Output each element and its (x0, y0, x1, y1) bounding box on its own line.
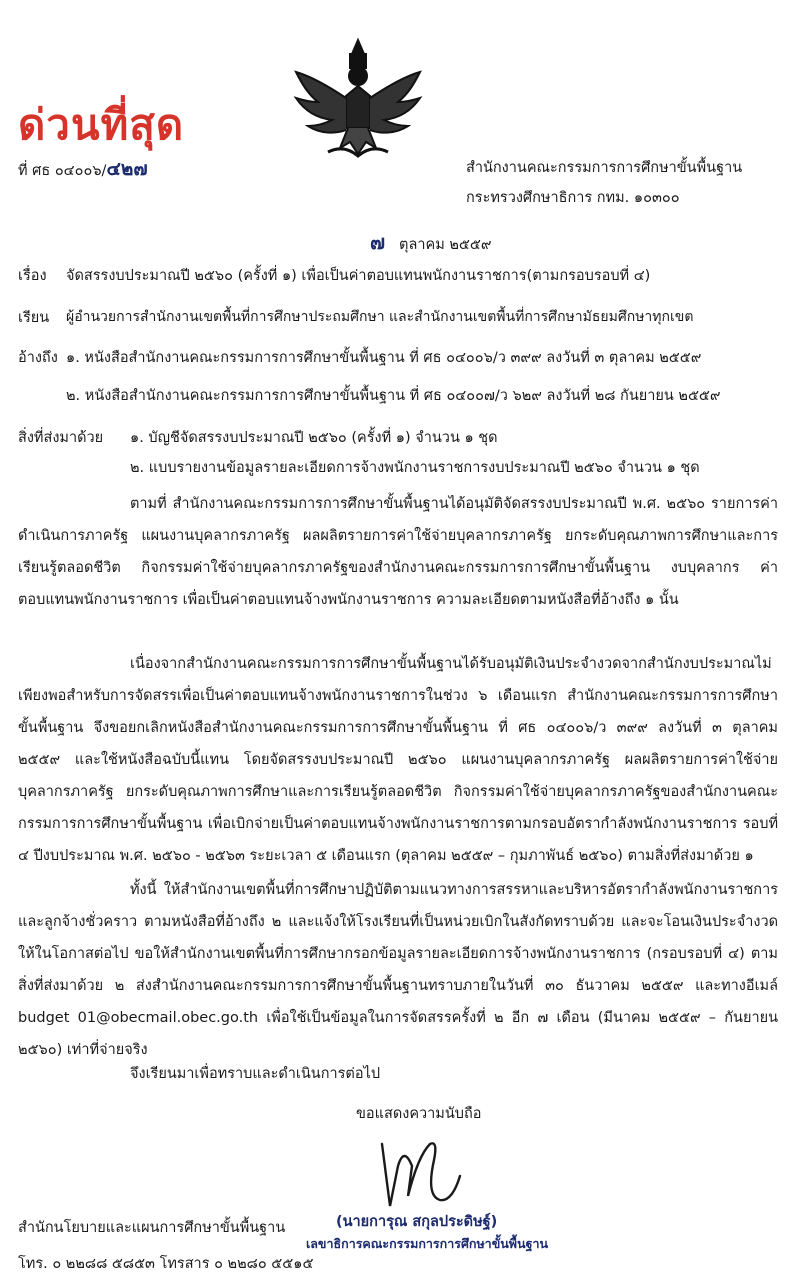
reference-prefix: ที่ ศธ ๐๔๐๐๖/ (18, 163, 107, 179)
footer-contact: โทร. ๐ ๒๒๘๘ ๕๘๕๓ โทรสาร ๐ ๒๒๘๐ ๕๕๑๕ (18, 1256, 314, 1272)
signature (368, 1136, 468, 1220)
document-date (370, 226, 491, 258)
references-label: อ้างถึง (18, 350, 58, 366)
recipient-text: ผู้อำนวยการสำนักงานเขตพื้นที่การศึกษาประถมศึกษา และสำนักงานเขตพื้นที่การศึกษามัธยมศึกษาทุกเขต (66, 309, 694, 325)
date-day: ๗ (370, 230, 386, 254)
reference-handwritten-no: ๔๒๗ (106, 158, 148, 180)
signer-position: เลขาธิการคณะกรรมการการศึกษาขั้นพื้นฐาน (306, 1236, 549, 1251)
issuer-address: กระทรวงศึกษาธิการ กทม. ๑๐๓๐๐ (466, 190, 680, 206)
garuda-emblem (288, 36, 428, 170)
garuda-icon (288, 36, 428, 166)
signature-mark (368, 1136, 468, 1216)
signer-name: (นายการุณ สกุลประดิษฐ์) (336, 1214, 498, 1230)
body-paragraph-2: เนื่องจากสำนักงานคณะกรรมการการศึกษาขั้นพื้นฐานได้รับอนุมัติเงินประจำงวดจากสำนักงบประมาณไม่เพียงพอสำหรับการจัดสรรเพื่อเป็นค่าตอบแทนจ้างพนักงานราชการในช่วง ๖ เดือนแรก สำนักงานคณะกรรมการการศึกษาขั้นพื้นฐาน จึงขอยกเลิกหนังสือสำนักงานคณะกรรมการการศึกษาขั้นพื้นฐาน ที่ ศธ ๐๔๐๐๖/ว ๓๙๙ ลงวันที่ ๓ ตุลาคม ๒๕๕๙ และใช้หนังสือฉบับนี้แทน โดยจัดสรรงบประมาณปี ๒๕๖๐ แผนงานบุคลากรภาครัฐ ผลผลิตรายการค่าใช้จ่ายบุคลากรภาครัฐ ยกระดับคุณภาพการศึกษาและการเรียนรู้ตลอดชีวิต กิจกรรมค่าใช้จ่ายบุคลากรภาครัฐของสำนักงานคณะกรรมการการศึกษาขั้นพื้นฐาน เพื่อเบิกจ่ายเป็นค่าตอบแทนจ้างพนักงานราชการตามกรอบอัตรากำลังพนักงานราชการ รอบที่ ๔ ปีงบประมาณ พ.ศ. ๒๕๖๐ - ๒๕๖๓ ระยะเวลา ๕ เดือนแรก (ตุลาคม ๒๕๕๙ – กุมภาพันธ์ ๒๕๖๐) ตามสิ่งที่ส่งมาด้วย ๑ (18, 656, 778, 864)
recipient-label: เรียน (18, 310, 50, 326)
subject-text: จัดสรรงบประมาณปี ๒๕๖๐ (ครั้งที่ ๑) เพื่อเป็นค่าตอบแทนพนักงานราชการ(ตามกรอบรอบที่ ๔) (66, 268, 651, 284)
reference-item: ๒. หนังสือสำนักงานคณะกรรมการการศึกษาขั้นพื้นฐาน ที่ ศธ ๐๔๐๐๗/ว ๖๒๙ ลงวันที่ ๒๘ กันยายน ๒๕๕๙ (66, 388, 721, 404)
enclosures-label: สิ่งที่ส่งมาด้วย (18, 430, 104, 446)
footer-office: สำนักนโยบายและแผนการศึกษาขั้นพื้นฐาน (18, 1220, 286, 1236)
reference-item: ๑. หนังสือสำนักงานคณะกรรมการการศึกษาขั้นพื้นฐาน ที่ ศธ ๐๔๐๐๖/ว ๓๙๙ ลงวันที่ ๓ ตุลาคม ๒๕๕๙ (66, 350, 702, 366)
enclosure-item: ๒. แบบรายงานข้อมูลรายละเอียดการจ้างพนักงานราชการงบประมาณปี ๒๕๖๐ จำนวน ๑ ชุด (130, 460, 700, 476)
subject-label: เรื่อง (18, 268, 47, 284)
issuer-org: สำนักงานคณะกรรมการการศึกษาขั้นพื้นฐาน (466, 160, 743, 176)
reference-number (18, 154, 148, 184)
body-paragraph-4: จึงเรียนมาเพื่อทราบและดำเนินการต่อไป (130, 1066, 381, 1082)
enclosure-item: ๑. บัญชีจัดสรรงบประมาณปี ๒๕๖๐ (ครั้งที่ ๑) จำนวน ๑ ชุด (130, 430, 498, 446)
body-paragraph-1: ตามที่ สำนักงานคณะกรรมการการศึกษาขั้นพื้นฐานได้อนุมัติจัดสรรงบประมาณปี พ.ศ. ๒๕๖๐ รายการค่าดำเนินการภาครัฐ แผนงานบุคลากรภาครัฐ ผลผลิตรายการค่าใช้จ่ายบุคลากรภาครัฐ ยกระดับคุณภาพการศึกษาและการเรียนรู้ตลอดชีวิต กิจกรรมค่าใช้จ่ายบุคลากรภาครัฐของสำนักงานคณะกรรมการการศึกษาขั้นพื้นฐาน งบบุคลากร ค่าตอบแทนพนักงานราชการ เพื่อเป็นค่าตอบแทนจ้างพนักงานราชการ ความละเอียดตามหนังสือที่อ้างถึง ๑ นั้น (18, 496, 778, 608)
body-paragraph-3: ทั้งนี้ ให้สำนักงานเขตพื้นที่การศึกษาปฏิบัติตามแนวทางการสรรหาและบริหารอัตรากำลังพนักงานราชการและลูกจ้างชั่วคราว ตามหนังสือที่อ้างถึง ๒ และแจ้งให้โรงเรียนที่เป็นหน่วยเบิกในสังกัดทราบด้วย และจะโอนเงินประจำงวดให้ในโอกาสต่อไป ขอให้สำนักงานเขตพื้นที่การศึกษากรอกข้อมูลรายละเอียดการจ้างพนักงานราชการ (กรอบรอบที่ ๔) ตามสิ่งที่ส่งมาด้วย ๒ ส่งสำนักงานคณะกรรมการการศึกษาขั้นพื้นฐานทราบภายในวันที่ ๓๐ ธันวาคม ๒๕๕๙ และทางอีเมล์ budget 01@obecmail.obec.go.th เพื่อใช้เป็นข้อมูลในการจัดสรรครั้งที่ ๒ อีก ๗ เดือน (มีนาคม ๒๕๕๙ – กันยายน ๒๕๖๐) เท่าที่จ่ายจริง (18, 882, 778, 1058)
closing-salutation: ขอแสดงความนับถือ (356, 1106, 482, 1122)
date-month-year: ตุลาคม ๒๕๕๙ (399, 237, 492, 253)
urgency-stamp: ด่วนที่สุด (18, 100, 185, 149)
